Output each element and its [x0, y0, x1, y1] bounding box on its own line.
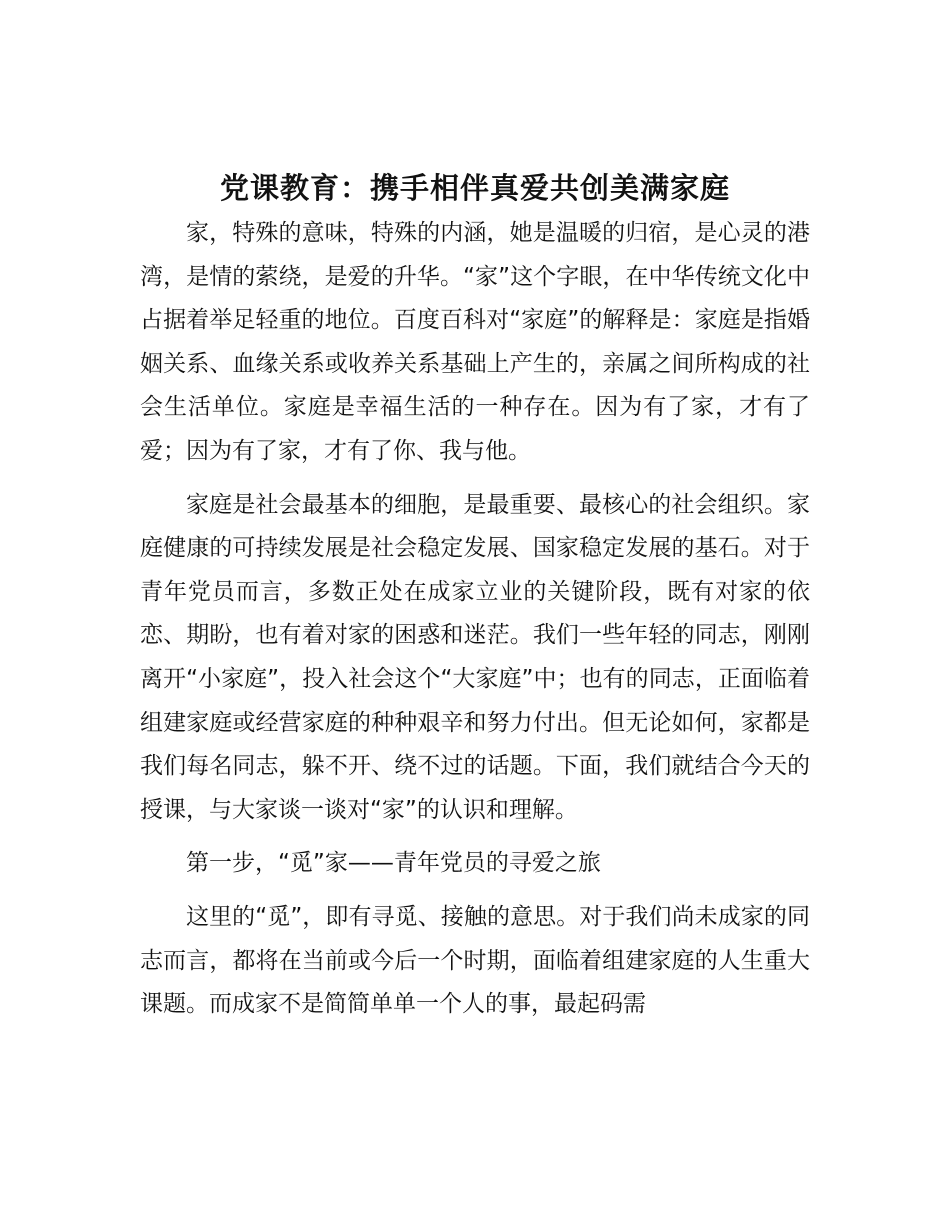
document-title: 党课教育：携手相伴真爱共创美满家庭 — [219, 171, 730, 205]
paragraph-seeking-family: 这里的“觅”，即有寻觅、接触的意思。对于我们尚未成家的同志而言，都将在当前或今后一个时期，面临着组建家庭的人生重大课题。而成家不是简简单单一个人的事，最起码需 — [140, 903, 810, 1018]
paragraph-family-meaning: 家，特殊的意味，特殊的内涵，她是温暖的归宿，是心灵的港湾，是情的萦绕，是爱的升华。“家”这个字眼，在中华传统文化中占据着举足轻重的地位。百度百科对“家庭”的解释是：家庭是指婚姻关系、血缘关系或收养关系基础上产生的，亲属之间所构成的社会生活单位。家庭是幸福生活的一种存在。因为有了家，才有了爱；因为有了家，才有了你、我与他。 — [140, 220, 810, 464]
paragraph-family-society: 家庭是社会最基本的细胞，是最重要、最核心的社会组织。家庭健康的可持续发展是社会稳定发展、国家稳定发展的基石。对于青年党员而言，多数正处在成家立业的关键阶段，既有对家的依恋、期盼，也有着对家的困惑和迷茫。我们一些年轻的同志，刚刚离开“小家庭”，投入社会这个“大家庭”中；也有的同志，正面临着组建家庭或经营家庭的种种艰辛和努力付出。但无论如何，家都是我们每名同志，躲不开、绕不过的话题。下面，我们就结合今天的授课，与大家谈一谈对“家”的认识和理解。 — [140, 491, 810, 823]
section-heading-step-one: 第一步，“觅”家——青年党员的寻爱之旅 — [186, 850, 601, 877]
document-page — [140, 168, 810, 1027]
